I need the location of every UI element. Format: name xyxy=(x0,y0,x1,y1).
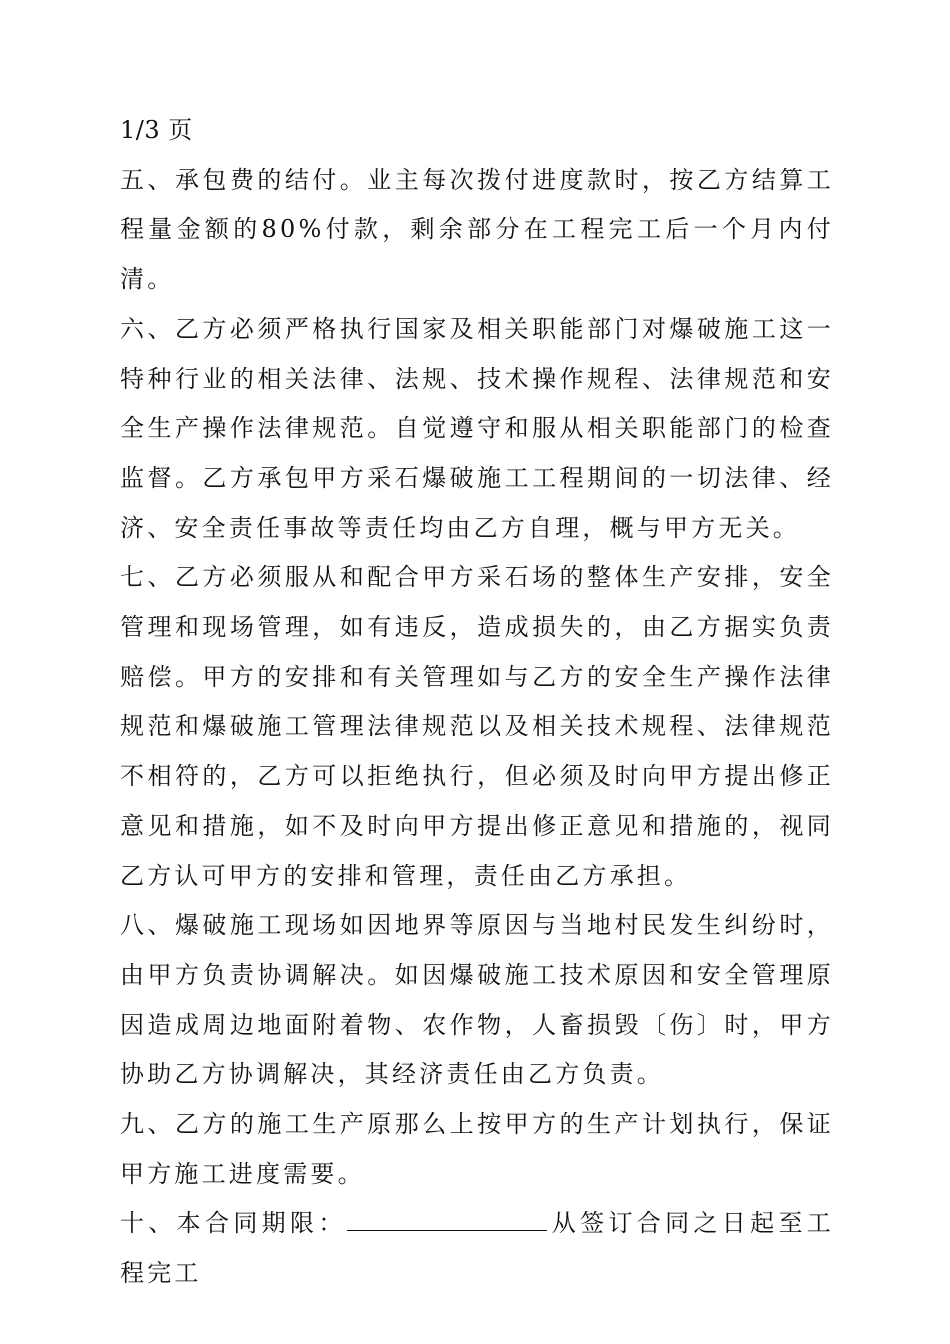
clause-10-prefix: 十、本合同期限： xyxy=(120,1209,347,1238)
clause-10-suffix: 从签订合同之日起至工程完工 xyxy=(120,1209,834,1288)
contract-term-blank xyxy=(347,1229,547,1231)
document-body xyxy=(120,106,834,1299)
clause-7: 七、乙方必须服从和配合甲方采石场的整体生产安排，安全管理和现场管理，如有违反，造成损失的，由乙方据实负责赔偿。甲方的安排和有关管理如与乙方的安全生产操作法律规范和爆破施工管理法律规范以及相关技术规程、法律规范不相符的，乙方可以拒绝执行，但必须及时向甲方提出修正意见和措施，如不及时向甲方提出修正意见和措施的，视同乙方认可甲方的安排和管理，责任由乙方承担。 xyxy=(120,563,834,890)
clause-8: 八、爆破施工现场如因地界等原因与当地村民发生纠纷时，由甲方负责协调解决。如因爆破施工技术原因和安全管理原因造成周边地面附着物、农作物，人畜损毁〔伤〕时，甲方协助乙方协调解决，其经济责任由乙方负责。 xyxy=(120,911,834,1089)
clause-9: 九、乙方的施工生产原那么上按甲方的生产计划执行，保证甲方施工进度需要。 xyxy=(120,1110,834,1188)
clause-5: 五、承包费的结付。业主每次拨付进度款时，按乙方结算工程量金额的80%付款，剩余部分在工程完工后一个月内付清。 xyxy=(120,165,834,294)
page-number: 1/3 页 xyxy=(120,116,193,144)
clause-6: 六、乙方必须严格执行国家及相关职能部门对爆破施工这一特种行业的相关法律、法规、技术操作规程、法律规范和安全生产操作法律规范。自觉遵守和服从相关职能部门的检查监督。乙方承包甲方采石爆破施工工程期间的一切法律、经济、安全责任事故等责任均由乙方自理，概与甲方无关。 xyxy=(120,314,834,542)
clause-10 xyxy=(120,1199,834,1298)
